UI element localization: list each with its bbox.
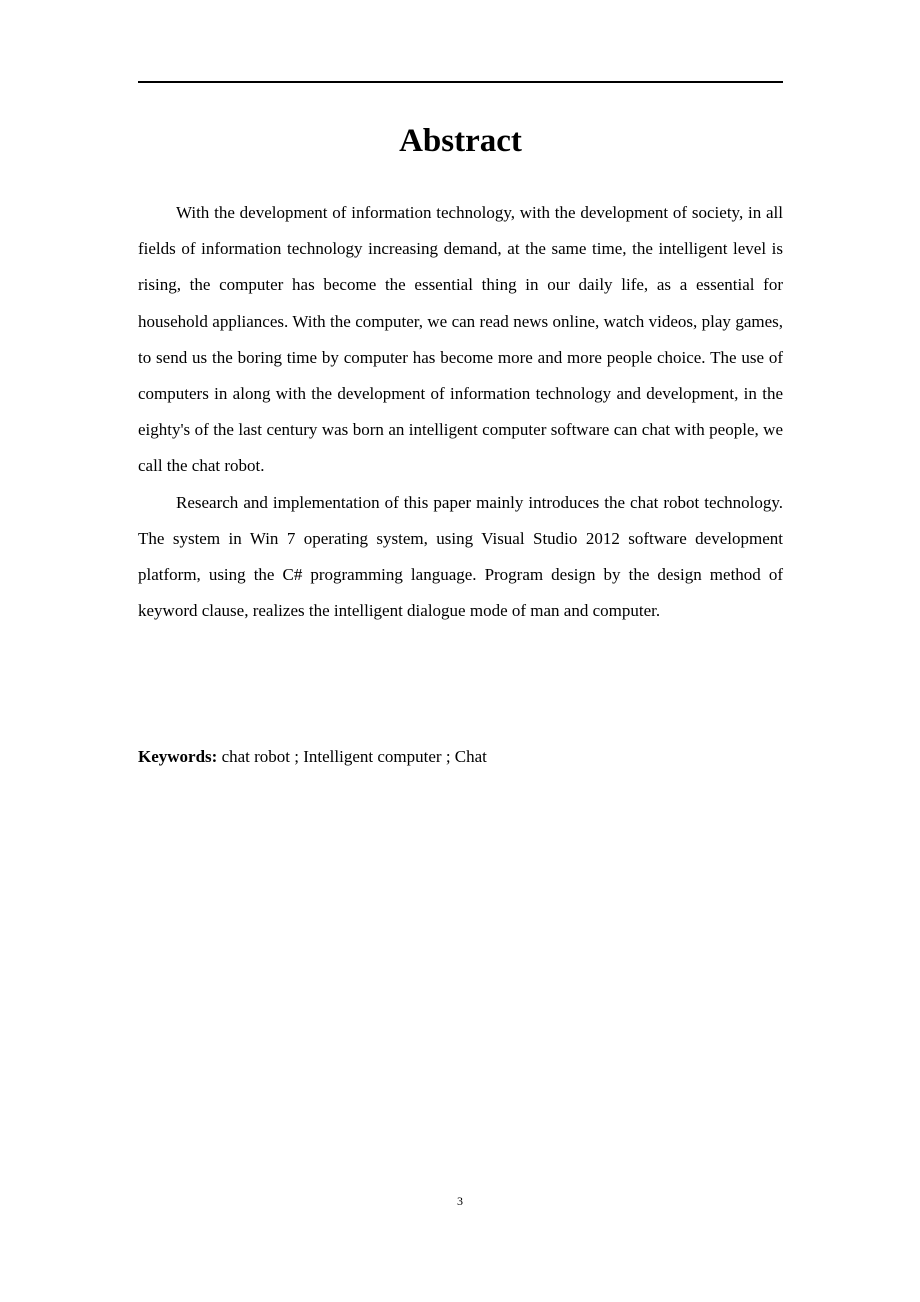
keywords-label: Keywords: [138,747,218,766]
page-title: Abstract [399,123,522,159]
keywords-line [138,739,783,775]
abstract-paragraph-2: Research and implementation of this paper mainly introduces the chat robot technology. The system in Win 7 operating system, using Visual Studio 2012 software development platform, using the C# programming language. Program design by the design method of keyword clause, realizes the intelligent dialogue mode of man and computer. [138,492,783,621]
abstract-paragraph-1: With the development of information technology, with the development of society, in all fields of information technology increasing demand, at the same time, the intelligent level is rising, the computer has become the essential thing in our daily life, as a essential for household appliances. With the computer, we can read news online, watch videos, play games, to send us the boring time by computer has become more and more people choice. The use of computers in along with the development of information technology and development, in the eighty's of the last century was born an intelligent computer software can chat with people, we call the chat robot. [138,203,783,476]
page-number: 3 [457,1194,463,1208]
keywords-text: chat robot ; Intelligent computer ; Chat [221,747,487,766]
abstract-body [138,195,783,629]
header-rule [138,81,783,83]
